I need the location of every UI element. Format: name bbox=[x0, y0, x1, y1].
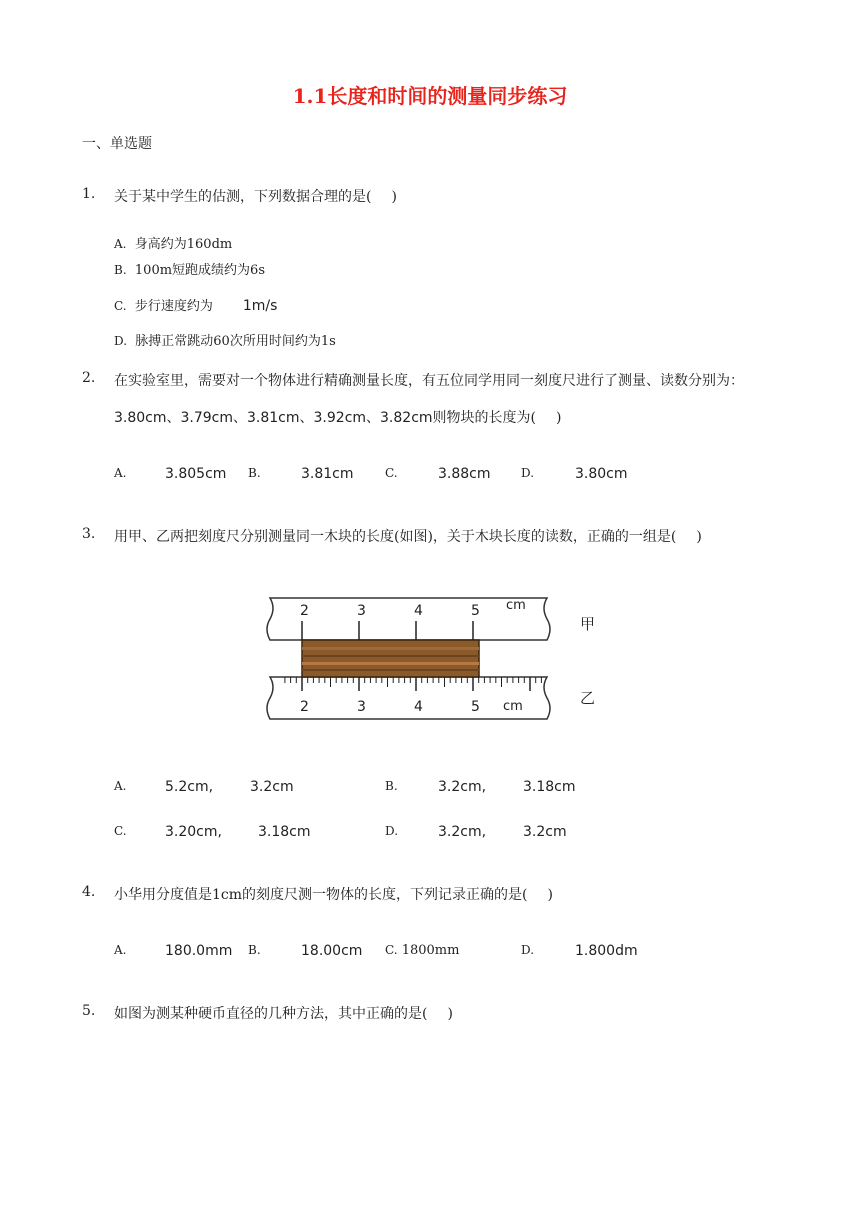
option-2b-value: 3.81cm bbox=[301, 466, 354, 482]
option-3d-value1: 3.2cm, bbox=[438, 824, 487, 840]
option-1a bbox=[114, 233, 232, 252]
option-4a bbox=[114, 943, 126, 958]
option-2b bbox=[248, 466, 261, 481]
option-2c-value: 3.88cm bbox=[438, 466, 491, 482]
option-4a-value: 180.0mm bbox=[165, 943, 233, 959]
answer-paren-close: ) bbox=[391, 189, 397, 205]
option-4d-value: 1.800dm bbox=[575, 943, 638, 959]
option-letter: A. bbox=[114, 466, 127, 480]
option-4c bbox=[385, 943, 459, 958]
ruler-jia-label-2: 2 bbox=[300, 603, 309, 619]
ruler-yi-label-5: 5 bbox=[471, 699, 480, 715]
option-2c bbox=[385, 466, 398, 481]
option-1d bbox=[114, 330, 336, 349]
ruler-yi-label-2: 2 bbox=[300, 699, 309, 715]
option-letter: B. bbox=[248, 466, 261, 480]
option-3b-value2: 3.18cm bbox=[523, 779, 576, 795]
question-4-number: 4. bbox=[82, 884, 96, 900]
ruler-jia-label-5: 5 bbox=[471, 603, 480, 619]
ruler-yi-label-4: 4 bbox=[414, 699, 423, 715]
measurements-list: 3.80cm、3.79cm、3.81cm、3.92cm、3.82cm bbox=[114, 410, 433, 426]
option-4b-value: 18.00cm bbox=[301, 943, 363, 959]
option-letter: D. bbox=[521, 943, 535, 957]
option-3d bbox=[385, 824, 398, 839]
option-letter: C. bbox=[114, 299, 127, 313]
question-1-text bbox=[114, 186, 397, 206]
question-2-text: 在实验室里，需要对一个物体进行精确测量长度，有五位同学用同一刻度尺进行了测量、读数分别为： bbox=[114, 373, 744, 389]
option-4d bbox=[521, 943, 534, 958]
option-text: 身高约为160dm bbox=[134, 237, 233, 252]
option-letter: D. bbox=[521, 466, 535, 480]
answer-paren-close: ) bbox=[696, 529, 702, 545]
ruler-diagram bbox=[262, 595, 602, 725]
ruler-yi-name: 乙 bbox=[580, 689, 596, 707]
option-3c-value2: 3.18cm bbox=[258, 824, 311, 840]
ruler-jia-unit: cm bbox=[506, 598, 526, 613]
option-letter: C. bbox=[385, 943, 398, 957]
option-2d-value: 3.80cm bbox=[575, 466, 628, 482]
ruler-jia-label-3: 3 bbox=[357, 603, 366, 619]
option-1b bbox=[114, 259, 265, 278]
question-1-stem: 关于某中学生的估测，下列数据合理的是( bbox=[114, 189, 372, 205]
option-letter: D. bbox=[385, 824, 399, 838]
option-3b-value1: 3.2cm, bbox=[438, 779, 487, 795]
question-5-stem: 如图为测某种硬币直径的几种方法，其中正确的是( bbox=[114, 1006, 428, 1022]
ruler-yi-unit: cm bbox=[503, 699, 523, 714]
question-1-number: 1. bbox=[82, 186, 96, 202]
option-3c-value1: 3.20cm, bbox=[165, 824, 222, 840]
answer-paren-close: ) bbox=[547, 887, 553, 903]
question-2-number: 2. bbox=[82, 370, 96, 386]
question-3-text bbox=[114, 526, 702, 546]
question-3-number: 3. bbox=[82, 526, 96, 542]
option-text: 100m短跑成绩约为6s bbox=[134, 263, 265, 278]
question-5-number: 5. bbox=[82, 1003, 96, 1019]
option-letter: A. bbox=[114, 237, 127, 251]
option-letter: A. bbox=[114, 779, 127, 793]
option-3d-value2: 3.2cm bbox=[523, 824, 567, 840]
option-math: 1800mm bbox=[401, 943, 460, 958]
question-4-stem: 小华用分度值是1cm的刻度尺测一物体的长度，下列记录正确的是( bbox=[114, 887, 528, 903]
option-letter: B. bbox=[114, 263, 127, 277]
ruler-jia-label-4: 4 bbox=[414, 603, 423, 619]
section-heading: 一、单选题 bbox=[82, 136, 152, 152]
option-1c bbox=[114, 295, 277, 314]
option-text: 步行速度约为 bbox=[134, 299, 213, 314]
option-letter: D. bbox=[114, 334, 128, 348]
option-3a bbox=[114, 779, 126, 794]
ruler-figure bbox=[262, 595, 602, 725]
option-letter: B. bbox=[248, 943, 261, 957]
option-3c bbox=[114, 824, 127, 839]
ruler-jia-name: 甲 bbox=[580, 615, 596, 633]
option-2d bbox=[521, 466, 534, 481]
option-letter: C. bbox=[114, 824, 127, 838]
wood-block bbox=[302, 640, 479, 677]
question-4-text bbox=[114, 884, 553, 904]
question-3-stem: 用甲、乙两把刻度尺分别测量同一木块的长度(如图)，关于木块长度的读数，正确的一组是( bbox=[114, 529, 677, 545]
question-2-line2 bbox=[114, 407, 561, 427]
option-3b bbox=[385, 779, 398, 794]
answer-paren-close: ) bbox=[556, 410, 562, 426]
option-3a-value1: 5.2cm, bbox=[165, 779, 214, 795]
question-2-stem-end: 则物块的长度为( bbox=[432, 410, 537, 426]
option-2a bbox=[114, 466, 126, 481]
option-letter: B. bbox=[385, 779, 398, 793]
option-letter: C. bbox=[385, 466, 398, 480]
option-letter: A. bbox=[114, 943, 127, 957]
ruler-yi-label-3: 3 bbox=[357, 699, 366, 715]
question-5-text bbox=[114, 1003, 453, 1023]
option-math: 1m/s bbox=[242, 298, 278, 314]
option-2a-value: 3.805cm bbox=[165, 466, 227, 482]
page-title: 1.1长度和时间的测量同步练习 bbox=[292, 84, 568, 108]
option-3a-value2: 3.2cm bbox=[250, 779, 294, 795]
option-4b bbox=[248, 943, 261, 958]
option-text: 脉搏正常跳动60次所用时间约为1s bbox=[135, 334, 336, 349]
answer-paren-close: ) bbox=[447, 1006, 453, 1022]
